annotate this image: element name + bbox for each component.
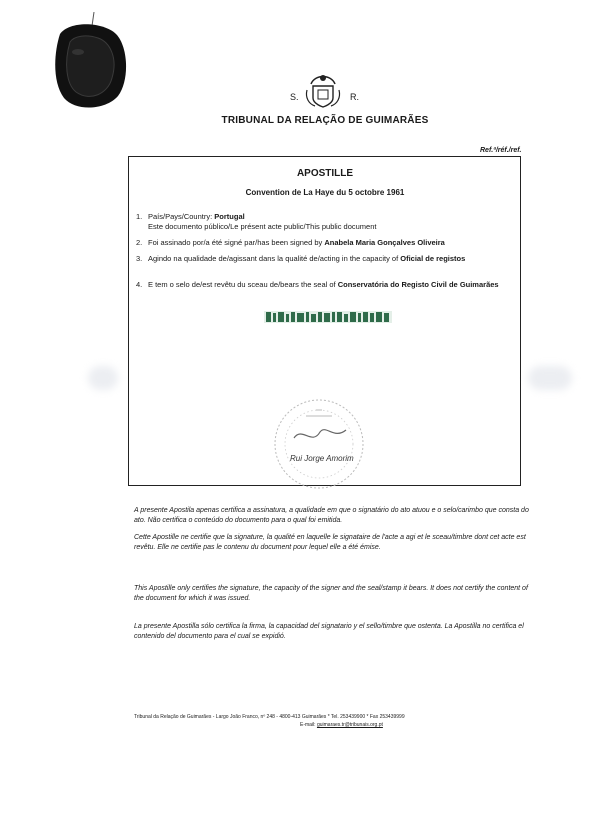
email-link[interactable]: guimaraes.tr@tribunais.org.pt xyxy=(316,722,383,728)
note-spanish: La presente Apostilla sólo certifica la firma, la capacidad del signatario y el sello/timbre que ostenta. La Apostilla no certifica el contenido del documento para el cual se expidió. xyxy=(134,623,524,640)
scan-blur xyxy=(528,366,572,390)
wax-seal xyxy=(46,12,128,112)
email-label: E-mail: xyxy=(300,722,317,728)
coat-of-arms-icon xyxy=(303,72,343,108)
item-value: Anabela Maria Gonçalves Oliveira xyxy=(324,238,445,247)
item-value: Conservatória do Registo Civil de Guimarães xyxy=(337,280,499,289)
reference-label: Ref.ª/réf./ref. xyxy=(480,147,522,154)
item-1 xyxy=(136,212,516,232)
green-registry-stamp xyxy=(264,310,392,324)
note-portuguese: A presente Apostila apenas certifica a assinatura, a qualidade em que o signatário do ato atuou e o selo/carimbo que consta do ato. Não certifica o conteúdo do documento para o qual foi emitida. xyxy=(134,507,529,524)
item-label: Agindo na qualidade de/agissant dans la qualité de/acting in the capacity of xyxy=(148,254,401,263)
item-value: Oficial de registos xyxy=(400,254,466,263)
item-3 xyxy=(136,254,516,264)
item-number: 3. xyxy=(136,254,143,263)
item-4 xyxy=(136,280,516,290)
item-value: Portugal xyxy=(214,212,245,221)
court-name: TRIBUNAL DA RELAÇÃO DE GUIMARÃES xyxy=(221,115,429,126)
note-english: This Apostille only certifies the signature, the capacity of the signer and the seal/stamp it bears. It does not certify the content of the document for which it was issued. xyxy=(134,585,528,602)
footer-email-line xyxy=(300,722,383,728)
item-2 xyxy=(136,238,516,248)
signature-name: Rui Jorge Amorim xyxy=(290,454,354,463)
item-number: 1. xyxy=(136,212,143,221)
sr-right-label: R. xyxy=(350,92,359,102)
item-label: Foi assinado por/a été signé par/has been signed by xyxy=(148,238,325,247)
item-subline: Este documento público/Le présent acte public/This public document xyxy=(148,222,377,231)
footer-address: Tribunal da Relação de Guimarães - Largo João Franco, nº 248 - 4800-413 Guimarães * Tel. 253439900 * Fax 253439999 xyxy=(134,714,405,720)
item-number: 4. xyxy=(136,280,143,289)
item-label: País/Pays/Country: xyxy=(148,212,215,221)
apostille-title: APOSTILLE xyxy=(296,168,354,179)
sr-left-label: S. xyxy=(290,92,299,102)
note-french: Cette Apostille ne certifie que la signature, la qualité en laquelle le signataire de l'acte a agi et le sceau/timbre dont cet acte est revêtu. Elle ne certifie pas le contenu du document pour lequel elle a été émise. xyxy=(134,534,526,551)
item-number: 2. xyxy=(136,238,143,247)
circular-stamp xyxy=(266,396,372,492)
convention-line: Convention de La Haye du 5 octobre 1961 xyxy=(245,188,405,197)
scan-blur xyxy=(88,366,118,390)
item-label: E tem o selo de/est revêtu du sceau de/bears the seal of xyxy=(148,280,338,289)
